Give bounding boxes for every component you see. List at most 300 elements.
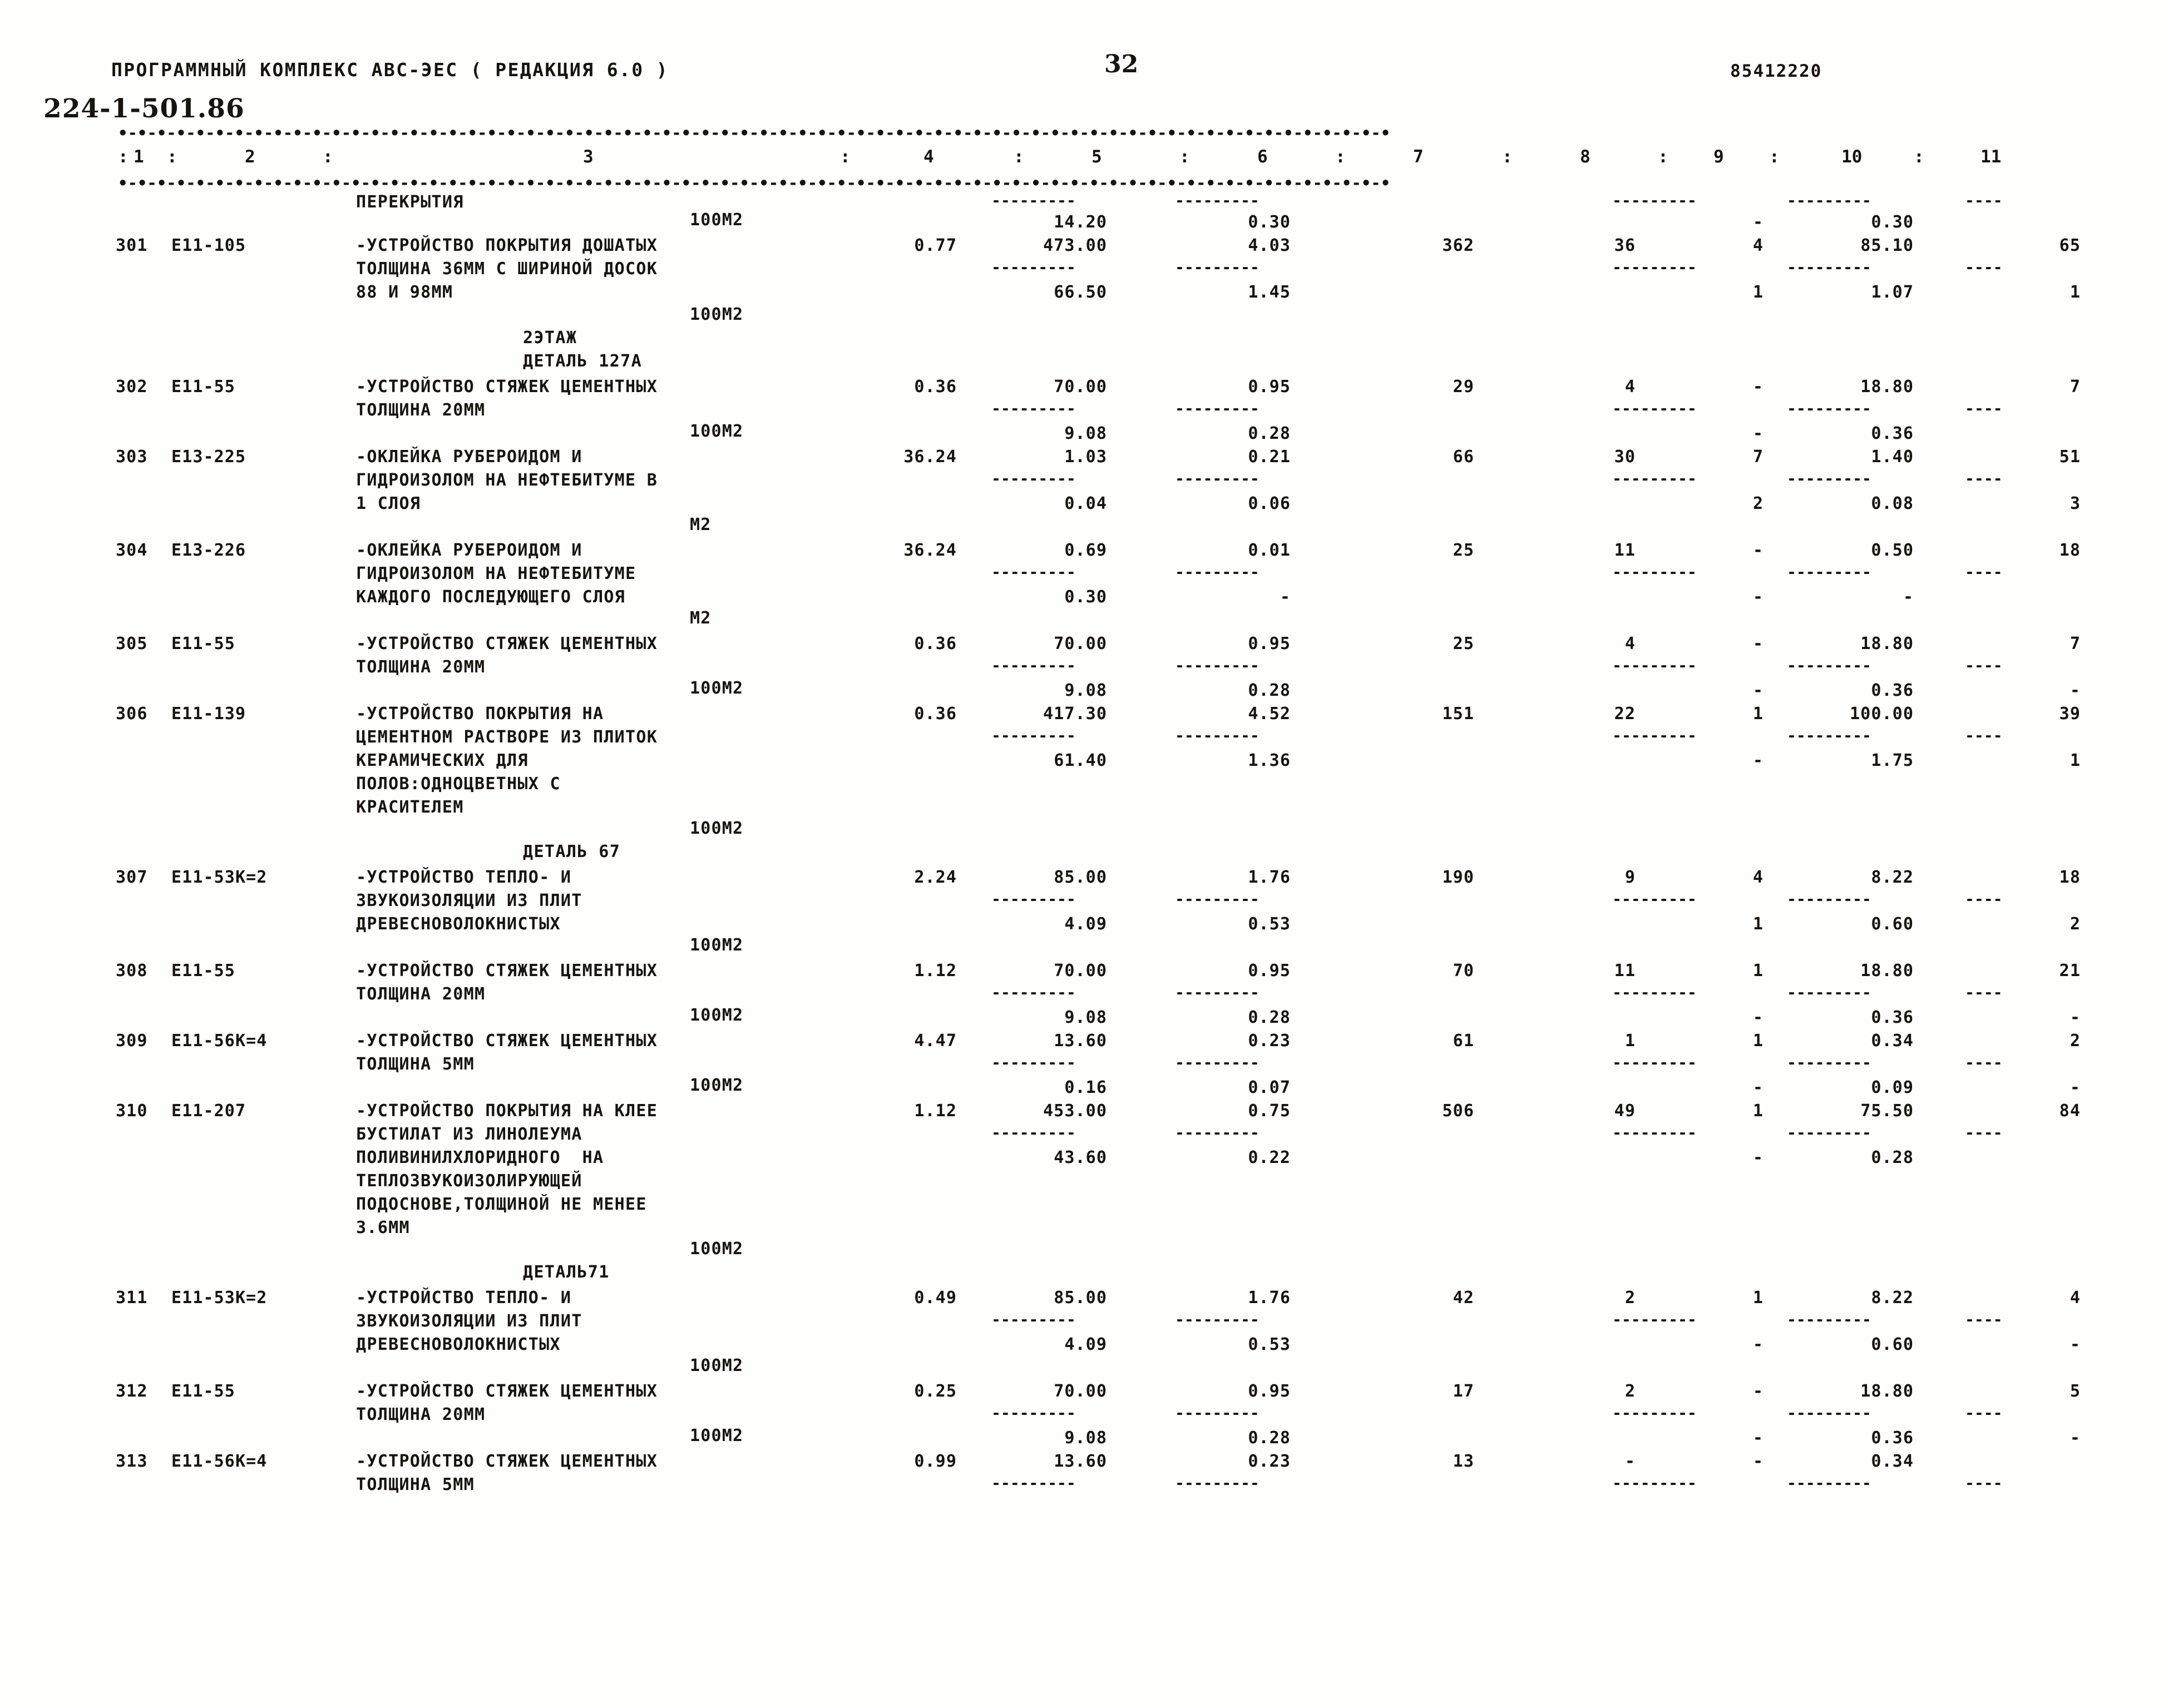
row-c11-b: 7: [2070, 634, 2081, 654]
row-c7: 70: [1453, 961, 1474, 981]
row-desc-l2: ЦЕМЕНТНОМ РАСТВОРЕ ИЗ ПЛИТОК: [356, 727, 658, 747]
row-c6-a: 0.30: [1248, 212, 1291, 232]
dash-group: ---------: [991, 399, 1076, 418]
row-c9-a: -: [1752, 212, 1764, 232]
row-c9-c: -: [1752, 1008, 1764, 1027]
row-c4: 1.12: [914, 1101, 957, 1121]
row-c11-b: 18: [2059, 868, 2081, 887]
row-code: Е11-56К=4: [171, 1031, 268, 1051]
dash-group: ---------: [1175, 726, 1260, 745]
row-c10-c: 0.36: [1871, 1428, 1914, 1448]
dash-group: ----: [1965, 726, 2003, 745]
row-c11-c: -: [2070, 681, 2081, 700]
row-c5-b: 417.30: [1043, 704, 1107, 724]
row-number: 312: [116, 1382, 148, 1401]
dash-group: ----: [1965, 656, 2003, 675]
row-desc-l3: ДРЕВЕСНОВОЛОКНИСТЫХ: [356, 914, 561, 934]
row-unit: 100М2: [690, 1356, 744, 1375]
row-c6-b: 0.95: [1248, 634, 1291, 654]
row-c9-c: -: [1752, 1148, 1764, 1167]
dash-group: ---------: [1787, 191, 1871, 210]
row-c6-c: -: [1280, 587, 1291, 607]
dash-group: ----: [1965, 983, 2003, 1002]
row-c7: 42: [1453, 1288, 1474, 1308]
column-header-9: 9: [1713, 147, 1724, 167]
row-c9-c: -: [1752, 587, 1764, 607]
row-c9-c: -: [1752, 751, 1764, 770]
row-desc-l1: -УСТРОЙСТВО ПОКРЫТИЯ НА КЛЕЕ: [356, 1101, 658, 1121]
row-c4: 2.24: [914, 868, 957, 887]
row-unit: 100М2: [690, 305, 744, 324]
row-number: 304: [116, 541, 148, 560]
row-c5-c: 0.30: [1064, 587, 1107, 607]
row-c6-b: 0.75: [1248, 1101, 1291, 1121]
dash-group: ---------: [991, 1123, 1076, 1142]
row-code: Е13-226: [171, 541, 246, 560]
dash-group: ---------: [1787, 890, 1871, 908]
row-code: Е11-55: [171, 377, 235, 397]
dash-group: ---------: [991, 1474, 1076, 1492]
row-c10-c: 0.36: [1871, 424, 1914, 443]
dash-group: ---------: [1612, 656, 1697, 675]
dash-group: ---------: [1612, 890, 1697, 908]
dash-group: ---------: [1787, 258, 1871, 276]
col-separator: :: [1179, 147, 1190, 167]
row-desc-l1: -ОКЛЕЙКА РУБЕРОИДОМ И: [356, 541, 582, 560]
dash-group: ---------: [1787, 726, 1871, 745]
row-unit: 100М2: [690, 1076, 744, 1095]
row-c6-b: 0.95: [1248, 377, 1291, 397]
dash-group: ---------: [1175, 983, 1260, 1002]
row-c5-b: 70.00: [1054, 961, 1107, 981]
row-number: 301: [116, 236, 148, 255]
row-c6-c: 0.22: [1248, 1148, 1291, 1167]
dash-group: ---------: [1612, 469, 1697, 488]
row-desc-l1: -ОКЛЕЙКА РУБЕРОИДОМ И: [356, 447, 582, 467]
column-header-6: 6: [1257, 147, 1268, 167]
row-c4: 0.77: [914, 236, 957, 255]
dash-group: ----: [1965, 258, 2003, 276]
row-c5-c: 0.16: [1064, 1078, 1107, 1097]
row-c9-c: 1: [1752, 283, 1764, 302]
dash-group: ---------: [1612, 1474, 1697, 1492]
row-code: Е11-55: [171, 961, 235, 981]
col-separator: :: [1769, 147, 1780, 167]
row-c6-c: 0.28: [1248, 1008, 1291, 1027]
dash-group: ---------: [1612, 983, 1697, 1002]
dash-group: ----: [1965, 1310, 2003, 1329]
row-c9-b: 1: [1752, 1288, 1764, 1308]
column-header-5: 5: [1092, 147, 1102, 167]
col-separator: :: [167, 147, 177, 167]
row-unit: 100М2: [690, 422, 744, 441]
row-code: Е11-55: [171, 1382, 235, 1401]
row-c8: -: [1624, 1452, 1636, 1471]
row-code: Е11-207: [171, 1101, 246, 1121]
col-separator: :: [1502, 147, 1513, 167]
row-number: 307: [116, 868, 148, 887]
row-c5-b: 85.00: [1054, 868, 1107, 887]
row-c4: 0.49: [914, 1288, 957, 1308]
dash-group: ----: [1965, 1053, 2003, 1072]
row-c10-b: 18.80: [1860, 1382, 1914, 1401]
row-desc-l1: -УСТРОЙСТВО СТЯЖЕК ЦЕМЕНТНЫХ: [356, 1031, 658, 1051]
dash-group: ---------: [1612, 1123, 1697, 1142]
row-c9-c: -: [1752, 1078, 1764, 1097]
row-c5-b: 1.03: [1064, 447, 1107, 467]
dash-group: ---------: [1787, 1474, 1871, 1492]
col-separator: :: [323, 147, 333, 167]
row-c9-b: 4: [1752, 868, 1764, 887]
row-c5-c: 0.04: [1064, 494, 1107, 513]
row-c11-b: 65: [2059, 236, 2081, 255]
row-c6-b: 1.76: [1248, 1288, 1291, 1308]
col-separator: :: [1658, 147, 1668, 167]
dash-group: ---------: [1175, 656, 1260, 675]
row-desc-l1: -УСТРОЙСТВО СТЯЖЕК ЦЕМЕНТНЫХ: [356, 1382, 658, 1401]
row-code: Е11-56К=4: [171, 1452, 268, 1471]
row-c11-c: -: [2070, 1078, 2081, 1097]
row-c6-c: 0.28: [1248, 1428, 1291, 1448]
dash-group: ---------: [1175, 1474, 1260, 1492]
row-c11-b: 5: [2070, 1382, 2081, 1401]
row-c8: 4: [1624, 634, 1636, 654]
row-c11-c: 1: [2070, 751, 2081, 770]
row-desc-l2: ТОЛЩИНА 20ММ: [356, 1405, 486, 1424]
row-unit: 100М2: [690, 679, 744, 698]
row-c5-c: 4.09: [1064, 1335, 1107, 1354]
row-c6-b: 4.03: [1248, 236, 1291, 255]
row-c10-c: 0.09: [1871, 1078, 1914, 1097]
row-c10-b: 0.34: [1871, 1452, 1914, 1471]
row-number: 303: [116, 447, 148, 467]
dash-group: ----: [1965, 1123, 2003, 1142]
row-c6-b: 0.23: [1248, 1452, 1291, 1471]
dash-group: ---------: [1175, 1053, 1260, 1072]
row-desc-l6: 3.6ММ: [356, 1218, 410, 1237]
column-header-10: 10: [1841, 147, 1863, 167]
page-header: [0, 27, 2168, 124]
dash-group: ---------: [1612, 1053, 1697, 1072]
column-header-7: 7: [1413, 147, 1424, 167]
row-c7: 506: [1442, 1101, 1474, 1121]
row-c10-c: 0.60: [1871, 914, 1914, 934]
row-c10-b: 18.80: [1860, 377, 1914, 397]
table-top-rule: •-•-•-•-•-•-•-•-•-•-•-•-•-•-•-•-•-•-•-•-•-•-•-•-•-•-•-•-•-•-•-•-•-•-•-•-•-•-•-•-•-•-•-•-•-•-•-•-•-•-•-•-•-•-•-•-•-•-•-•-•-•-•-•-•-•: [118, 123, 1391, 142]
row-c8: 22: [1614, 704, 1636, 724]
row-c5-b: 13.60: [1054, 1452, 1107, 1471]
row-desc-l2: ЗВУКОИЗОЛЯЦИИ ИЗ ПЛИТ: [356, 1311, 582, 1331]
row-c9-b: -: [1752, 1382, 1764, 1401]
dash-group: ---------: [991, 1310, 1076, 1329]
row-number: 309: [116, 1031, 148, 1051]
row-c6-c: 1.36: [1248, 751, 1291, 770]
row-c8: 49: [1614, 1101, 1636, 1121]
row-c4: 1.12: [914, 961, 957, 981]
row-c5-c: 66.50: [1054, 283, 1107, 302]
row-c10-b: 85.10: [1860, 236, 1914, 255]
col-separator: :: [1335, 147, 1346, 167]
row-c6-b: 0.21: [1248, 447, 1291, 467]
row-c9-c: 1: [1752, 914, 1764, 934]
row-unit: 100М2: [690, 1239, 744, 1259]
row-c10-c: 0.08: [1871, 494, 1914, 513]
dash-group: ---------: [1787, 1310, 1871, 1329]
dash-group: ---------: [1612, 563, 1697, 581]
row-desc-l2: ГИДРОИЗОЛОМ НА НЕФТЕБИТУМЕ В: [356, 471, 658, 490]
row-c10-b: 18.80: [1860, 634, 1914, 654]
column-header-8: 8: [1580, 147, 1591, 167]
dash-group: ---------: [1612, 726, 1697, 745]
col-separator: :: [1014, 147, 1024, 167]
dash-group: ---------: [991, 258, 1076, 276]
row-c10-b: 100.00: [1850, 704, 1914, 724]
dash-group: ---------: [1787, 656, 1871, 675]
row-desc-l1: -УСТРОЙСТВО ПОКРЫТИЯ ДОШАТЫХ: [356, 236, 658, 255]
section-label-detail-127a: ДЕТАЛЬ 127А: [523, 351, 643, 371]
dash-group: ---------: [1612, 1404, 1697, 1422]
section-label-floor2: 2ЭТАЖ: [523, 328, 577, 348]
row-c8: 11: [1614, 961, 1636, 981]
dash-group: ----: [1965, 399, 2003, 418]
row-c9-c: -: [1752, 424, 1764, 443]
dash-group: ---------: [991, 890, 1076, 908]
row-c11-b: 84: [2059, 1101, 2081, 1121]
row-c6-b: 4.52: [1248, 704, 1291, 724]
row-c5-c: 9.08: [1064, 681, 1107, 700]
row-c6-c: 0.53: [1248, 1335, 1291, 1354]
table-header-rule: •-•-•-•-•-•-•-•-•-•-•-•-•-•-•-•-•-•-•-•-•-•-•-•-•-•-•-•-•-•-•-•-•-•-•-•-•-•-•-•-•-•-•-•-•-•-•-•-•-•-•-•-•-•-•-•-•-•-•-•-•-•-•-•-•-•: [118, 174, 1391, 192]
row-c11-b: 18: [2059, 541, 2081, 560]
row-c8: 4: [1624, 377, 1636, 397]
row-c5-b: 473.00: [1043, 236, 1107, 255]
row-desc-l5: КРАСИТЕЛЕМ: [356, 798, 464, 817]
row-desc-l5: ПОДОСНОВЕ,ТОЛЩИНОЙ НЕ МЕНЕЕ: [356, 1195, 647, 1214]
dash-group: ---------: [1787, 1123, 1871, 1142]
section-label-detail-67: ДЕТАЛЬ 67: [523, 842, 621, 862]
row-c9-b: 1: [1752, 1101, 1764, 1121]
row-c6-c: 0.28: [1248, 424, 1291, 443]
row-c9-b: 1: [1752, 1031, 1764, 1051]
row-desc-l2: БУСТИЛАТ ИЗ ЛИНОЛЕУМА: [356, 1125, 582, 1144]
dash-group: ---------: [1175, 563, 1260, 581]
row-code: Е11-139: [171, 704, 246, 724]
row-number: 308: [116, 961, 148, 981]
row-c5-c: 9.08: [1064, 1008, 1107, 1027]
row-c10-b: 75.50: [1860, 1101, 1914, 1121]
row-c9-b: -: [1752, 377, 1764, 397]
row-c5-b: 85.00: [1054, 1288, 1107, 1308]
row-c11-c: 3: [2070, 494, 2081, 513]
row-c10-c: 0.60: [1871, 1335, 1914, 1354]
row-c11-c: -: [2070, 1008, 2081, 1027]
row-desc-l2: ТОЛЩИНА 20ММ: [356, 400, 486, 420]
row-c6-c: 1.45: [1248, 283, 1291, 302]
row-c5-c: 9.08: [1064, 424, 1107, 443]
row-c5-b: 13.60: [1054, 1031, 1107, 1051]
row-unit: М2: [690, 608, 712, 628]
row-c11-b: 21: [2059, 961, 2081, 981]
dash-group: ---------: [1175, 1310, 1260, 1329]
row-c11-c: -: [2070, 1335, 2081, 1354]
row-number: 311: [116, 1288, 148, 1308]
row-code: Е11-53К=2: [171, 868, 268, 887]
dash-group: ---------: [991, 563, 1076, 581]
row-c6-c: 0.28: [1248, 681, 1291, 700]
row-desc-l1: -УСТРОЙСТВО ТЕПЛО- И: [356, 868, 572, 887]
row-desc-l4: ПОЛОВ:ОДНОЦВЕТНЫХ С: [356, 774, 561, 794]
row-desc-l2: ЗВУКОИЗОЛЯЦИИ ИЗ ПЛИТ: [356, 891, 582, 910]
dash-group: ---------: [1175, 191, 1260, 210]
row-c9-b: -: [1752, 1452, 1764, 1471]
row-c8: 36: [1614, 236, 1636, 255]
row-unit: М2: [690, 515, 712, 534]
dash-group: ---------: [1787, 1053, 1871, 1072]
row-c9-b: 7: [1752, 447, 1764, 467]
dash-group: ---------: [1175, 399, 1260, 418]
dash-group: ---------: [1612, 191, 1697, 210]
row-c11-c: 1: [2070, 283, 2081, 302]
dash-group: ---------: [1612, 399, 1697, 418]
row-c4: 36.24: [903, 541, 957, 560]
row-number: 305: [116, 634, 148, 654]
row-desc-l3: 88 И 98ММ: [356, 283, 453, 302]
row-c6-b: 0.23: [1248, 1031, 1291, 1051]
dash-group: ---------: [991, 191, 1076, 210]
row-unit: 100М2: [690, 210, 744, 230]
row-desc-l3: ДРЕВЕСНОВОЛОКНИСТЫХ: [356, 1335, 561, 1354]
row-c10-b: 8.22: [1871, 868, 1914, 887]
row-c9-b: 4: [1752, 236, 1764, 255]
dash-group: ---------: [1175, 258, 1260, 276]
row-c7: 362: [1442, 236, 1474, 255]
row-c5-b: 70.00: [1054, 1382, 1107, 1401]
document-number: 224-1-501.86: [43, 93, 245, 124]
row-code: Е13-225: [171, 447, 246, 467]
row-c4: 4.47: [914, 1031, 957, 1051]
column-header-4: 4: [924, 147, 934, 167]
row-c7: 61: [1453, 1031, 1474, 1051]
column-header-1: 1: [134, 147, 144, 167]
row-desc-l2: ТОЛЩИНА 5ММ: [356, 1054, 475, 1074]
program-complex-title: ПРОГРАММНЫЙ КОМПЛЕКС АВС-ЭЕС ( РЕДАКЦИЯ 6.0 ): [111, 59, 669, 81]
row-desc-l2: ТОЛЩИНА 20ММ: [356, 657, 486, 677]
row-c7: 29: [1453, 377, 1474, 397]
row-c8: 11: [1614, 541, 1636, 560]
dash-group: ---------: [1175, 890, 1260, 908]
row-desc-l2: ТОЛЩИНА 20ММ: [356, 984, 486, 1004]
row-c8: 2: [1624, 1288, 1636, 1308]
row-c4: 0.25: [914, 1382, 957, 1401]
dash-group: ---------: [1175, 1404, 1260, 1422]
row-c10-c: 0.36: [1871, 1008, 1914, 1027]
row-c5-b: 453.00: [1043, 1101, 1107, 1121]
row-number: 302: [116, 377, 148, 397]
column-header-2: 2: [245, 147, 255, 167]
row-c9-c: -: [1752, 1335, 1764, 1354]
row-c8: 2: [1624, 1382, 1636, 1401]
row-c10-c: 0.28: [1871, 1148, 1914, 1167]
col-separator: :: [840, 147, 851, 167]
row-c8: 30: [1614, 447, 1636, 467]
col-separator: :: [118, 147, 129, 167]
row-number: 313: [116, 1452, 148, 1471]
row-number: 306: [116, 704, 148, 724]
row-c5-c: 43.60: [1054, 1148, 1107, 1167]
row-desc-l3: КАЖДОГО ПОСЛЕДУЮЩЕГО СЛОЯ: [356, 587, 626, 607]
dash-group: ---------: [1787, 469, 1871, 488]
row-c5-b: 0.69: [1064, 541, 1107, 560]
row-c5-c: 9.08: [1064, 1428, 1107, 1448]
row-c5-b: 70.00: [1054, 634, 1107, 654]
dash-group: ----: [1965, 890, 2003, 908]
row-c11-c: -: [2070, 1428, 2081, 1448]
row-c10-c: 1.75: [1871, 751, 1914, 770]
row-c11-b: 2: [2070, 1031, 2081, 1051]
dash-group: ---------: [991, 1404, 1076, 1422]
row-c11-b: 4: [2070, 1288, 2081, 1308]
dash-group: ----: [1965, 563, 2003, 581]
row-c5-c: 4.09: [1064, 914, 1107, 934]
row-c10-c: -: [1903, 587, 1914, 607]
row-desc-l3: 1 СЛОЯ: [356, 494, 421, 513]
row-c10-b: 0.50: [1871, 541, 1914, 560]
document-code: 85412220: [1730, 61, 1823, 81]
row-code: Е11-55: [171, 634, 235, 654]
dash-group: ---------: [1175, 469, 1260, 488]
row-c10-c: 1.07: [1871, 283, 1914, 302]
row-desc-l1: -УСТРОЙСТВО ТЕПЛО- И: [356, 1288, 572, 1308]
row-c7: 66: [1453, 447, 1474, 467]
row-c11-b: 51: [2059, 447, 2081, 467]
row-desc-l1: -УСТРОЙСТВО ПОКРЫТИЯ НА: [356, 704, 604, 724]
row-c10-b: 0.34: [1871, 1031, 1914, 1051]
row-c5-b: 70.00: [1054, 377, 1107, 397]
row-c9-b: 1: [1752, 961, 1764, 981]
row-c4: 0.36: [914, 634, 957, 654]
row-desc-l3: КЕРАМИЧЕСКИХ ДЛЯ: [356, 751, 529, 770]
row-c10-b: 1.40: [1871, 447, 1914, 467]
row-c5-a: 14.20: [1054, 212, 1107, 232]
row-c6-b: 1.76: [1248, 868, 1291, 887]
row-c6-b: 0.95: [1248, 1382, 1291, 1401]
row-c7: 151: [1442, 704, 1474, 724]
row-code: Е11-53К=2: [171, 1288, 268, 1308]
col-separator: :: [1914, 147, 1924, 167]
row-c5-c: 61.40: [1054, 751, 1107, 770]
column-header-11: 11: [1981, 147, 2002, 167]
row-c8: 1: [1624, 1031, 1636, 1051]
row-desc-l2: ТОЛЩИНА 36ММ С ШИРИНОЙ ДОСОК: [356, 259, 658, 279]
row-c9-b: -: [1752, 634, 1764, 654]
section-label-perekrytiya: ПЕРЕКРЫТИЯ: [356, 192, 464, 212]
row-desc-l1: -УСТРОЙСТВО СТЯЖЕК ЦЕМЕНТНЫХ: [356, 377, 658, 397]
dash-group: ---------: [991, 726, 1076, 745]
dash-group: ----: [1965, 1404, 2003, 1422]
row-desc-l4: ТЕПЛОЗВУКОИЗОЛИРУЮЩЕЙ: [356, 1171, 582, 1191]
row-c9-b: -: [1752, 541, 1764, 560]
dash-group: ---------: [1175, 1123, 1260, 1142]
row-c6-c: 0.06: [1248, 494, 1291, 513]
row-c10-c: 0.36: [1871, 681, 1914, 700]
row-c9-b: 1: [1752, 704, 1764, 724]
row-c10-a: 0.30: [1871, 212, 1914, 232]
row-c7: 17: [1453, 1382, 1474, 1401]
row-code: Е11-105: [171, 236, 246, 255]
row-c6-b: 0.01: [1248, 541, 1291, 560]
row-c7: 13: [1453, 1452, 1474, 1471]
dash-group: ---------: [1787, 399, 1871, 418]
